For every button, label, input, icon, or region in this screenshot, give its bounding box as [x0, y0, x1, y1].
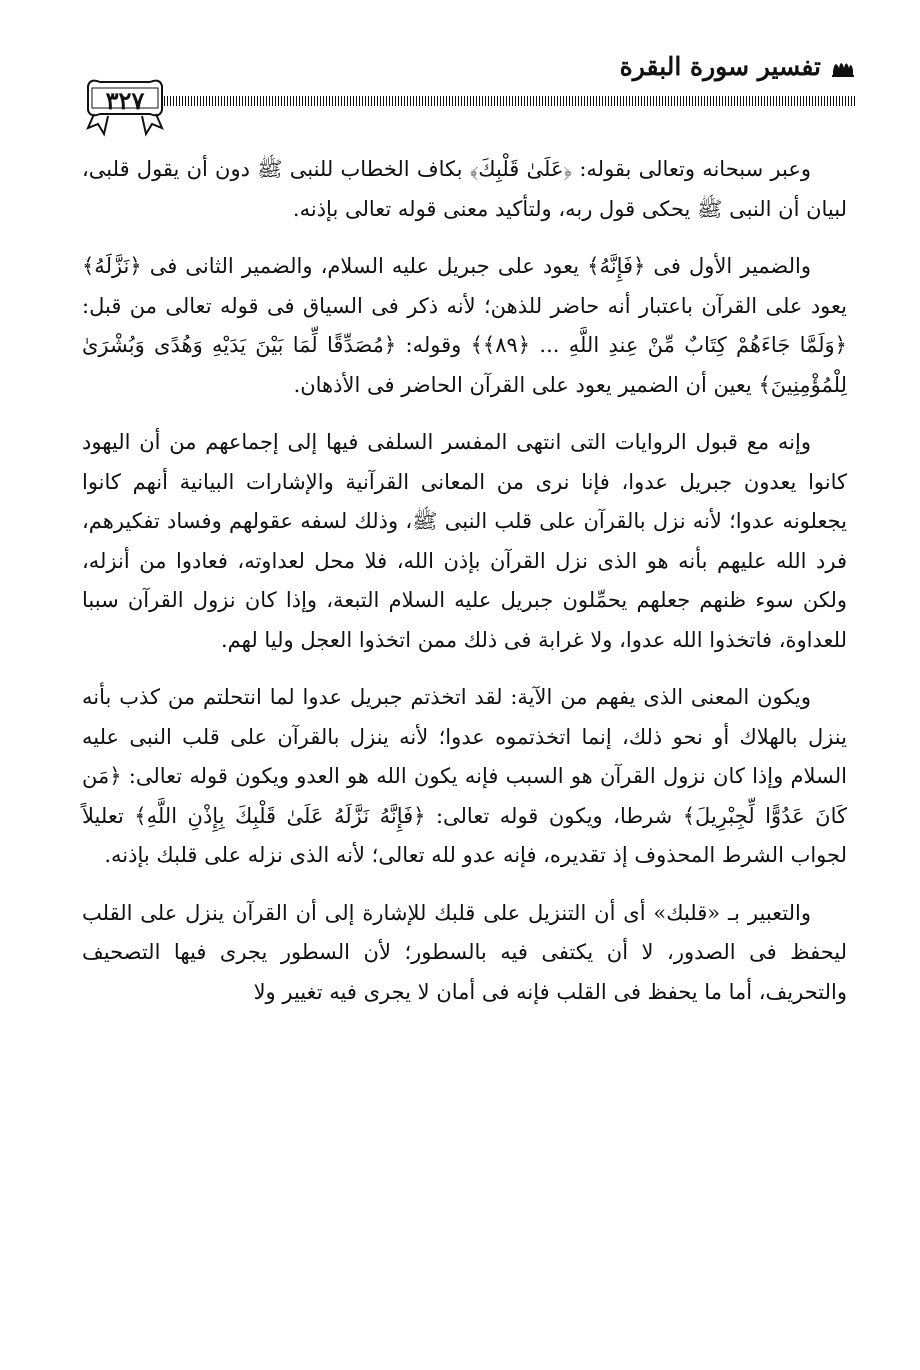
paragraph: وإنه مع قبول الروايات التى انتهى المفسر السلفى فيها إلى إجماعهم من أن اليهود كانوا يعدون جبريل عدوا، فإنا نرى من المعانى القرآنية والإشارات البيانية أنهم كانوا يجعلونه عدوا؛ لأنه نزل بالقرآن على قلب النبى ﷺ، وذلك لسفه عقولهم وفساد تفكيرهم، فرد الله عليهم بأنه هو الذى نزل القرآن بإذن الله، فلا محل لعداوته، فعادوا من أنزله، ولكن سوء ظنهم جعلهم يحمِّلون جبريل عليه السلام التبعة، وإذا كان نزول القرآن سببا للعداوة، فاتخذوا الله عدوا، ولا غرابة فى ذلك ممن اتخذوا العجل وليا لهم.: [82, 430, 847, 652]
page-number: ٣٢٧: [105, 86, 145, 115]
calligraphic-ornament-icon: [831, 56, 855, 78]
paragraph: والضمير الأول فى ﴿فَإِنَّهُ﴾ يعود على جبريل عليه السلام، والضمير الثانى فى ﴿نَزَّلَهُ﴾ يعود على القرآن باعتبار أنه حاضر للذهن؛ لأنه ذكر فى السياق فى قوله تعالى من قبل: ﴿وَلَمَّا جَاءَهُمْ كِتَابٌ مِّنْ عِندِ اللَّهِ ... ﴿٨٩﴾﴾ وقوله: ﴿مُصَدِّقًا لِّمَا بَيْنَ يَدَيْهِ وَهُدًى وَبُشْرَىٰ لِلْمُؤْمِنِينَ﴾ يعين أن الضمير يعود على القرآن الحاضر فى الأذهان.: [82, 254, 847, 397]
running-head: [620, 52, 855, 81]
paragraph: والتعبير بـ «قلبك» أى أن التنزيل على قلبك للإشارة إلى أن القرآن ينزل على القلب ليحفظ فى الصدور، لا أن يكتفى فيه بالسطور؛ لأن السطور يجرى فيها التصحيف والتحريف، أما ما يحفظ فى القلب فإنه فى أمان لا يجرى فيه تغيير ولا: [82, 900, 847, 1004]
body-text: [82, 150, 847, 1030]
page-header: [80, 52, 855, 138]
paragraph: وعبر سبحانه وتعالى بقوله: ﴿عَلَىٰ قَلْبِكَ﴾ بكاف الخطاب للنبى ﷺ دون أن يقول قلبى، لبيان أن النبى ﷺ يحكى قول ربه، ولتأكيد معنى قوله تعالى بإذنه.: [82, 157, 847, 221]
page-number-badge: [80, 76, 170, 138]
page-title: تفسير سورة البقرة: [619, 52, 821, 81]
paragraph: ويكون المعنى الذى يفهم من الآية: لقد اتخذتم جبريل عدوا لما انتحلتم من كذب بأنه ينزل بالهلاك أو نحو ذلك، إنما اتخذتموه عدوا؛ لأنه ينزل بالقرآن على قلب النبى عليه السلام وإذا كان نزول القرآن هو السبب فإنه يكون الله هو العدو ويكون قوله تعالى: ﴿مَن كَانَ عَدُوًّا لِّجِبْرِيلَ﴾ شرطا، ويكون قوله تعالى: ﴿فَإِنَّهُ نَزَّلَهُ عَلَىٰ قَلْبِكَ بِإِذْنِ اللَّهِ﴾ تعليلاً لجواب الشرط المحذوف إذ تقديره، فإنه عدو لله تعالى؛ لأنه الذى نزله على قلبك بإذنه.: [82, 685, 847, 867]
header-rule: [164, 96, 855, 106]
